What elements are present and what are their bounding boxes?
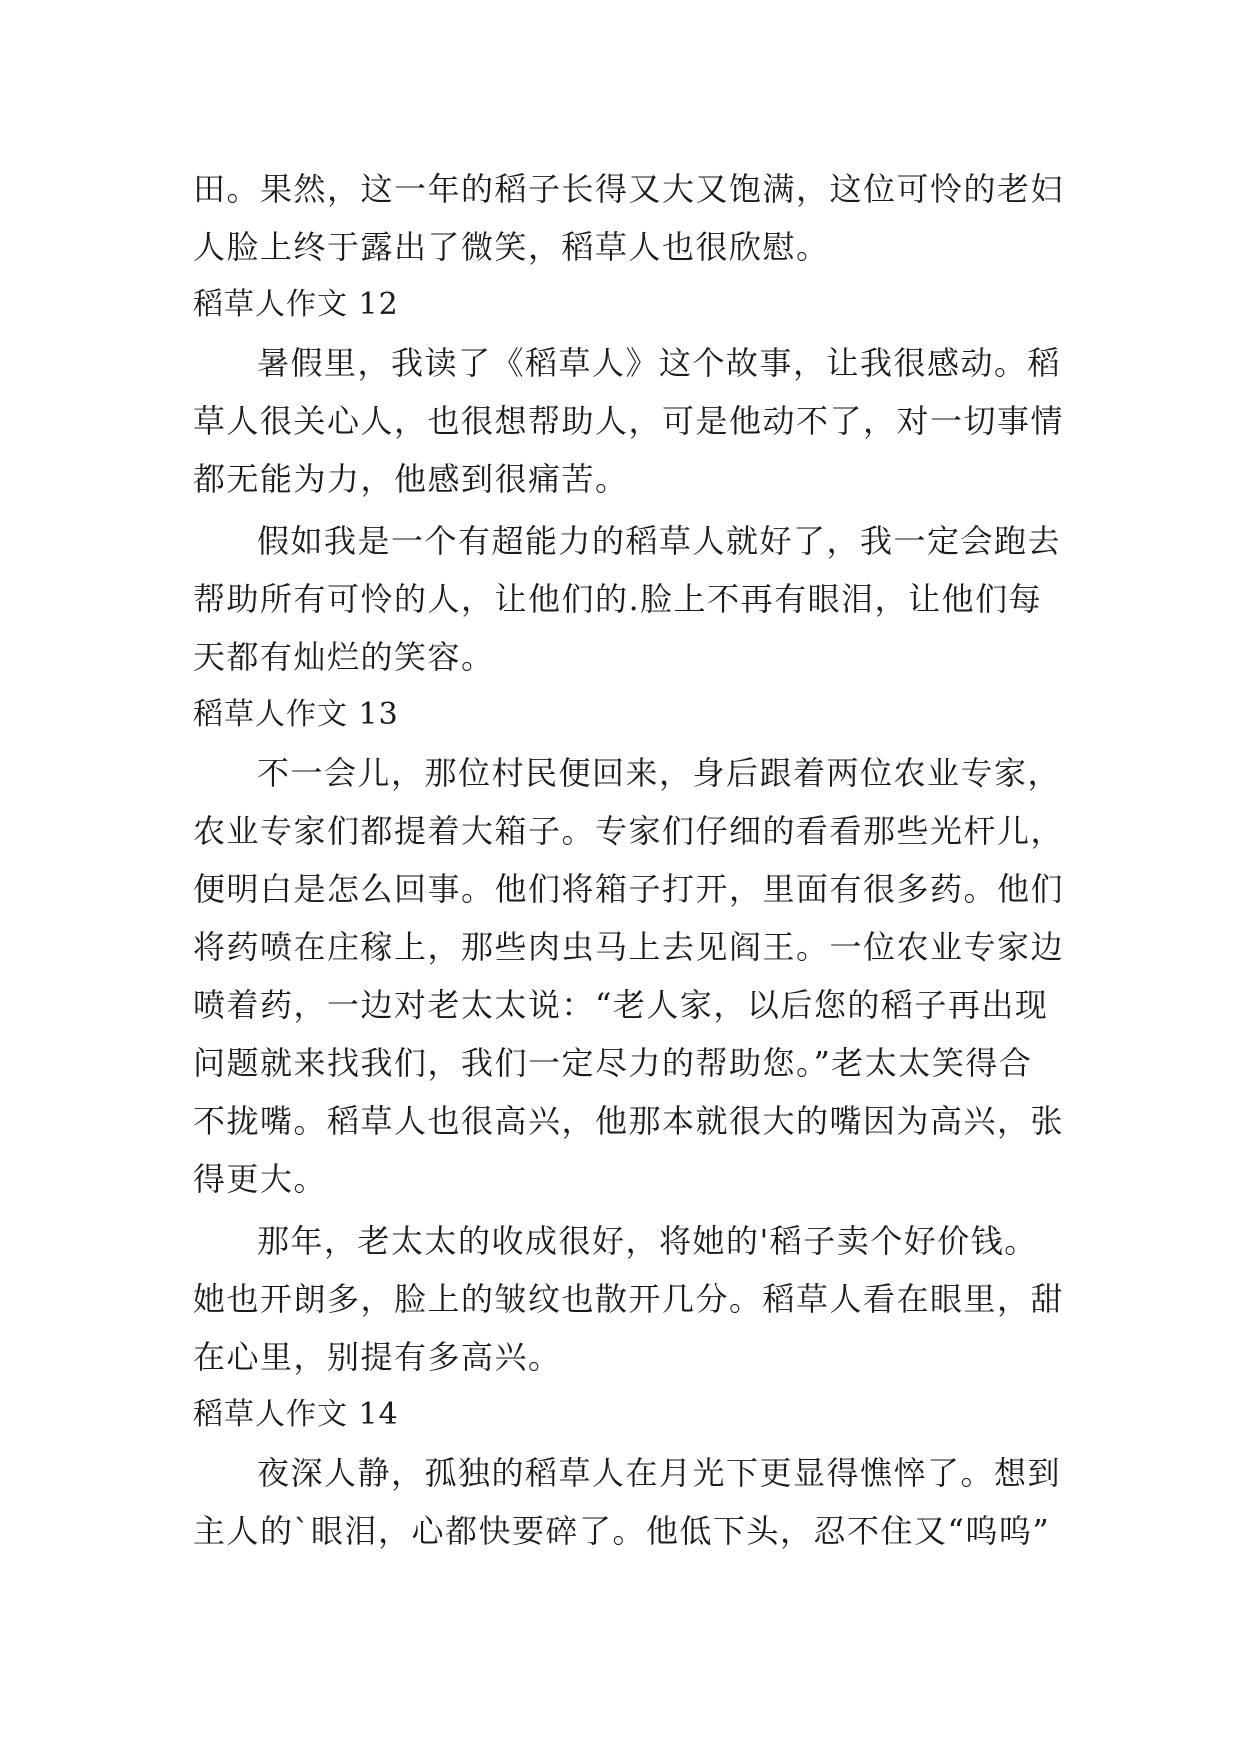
text-line: 农业专家们都提着大箱子。专家们仔细的看看那些光杆儿， (193, 812, 1065, 850)
section-heading: 稻草人作文 12 (193, 287, 399, 322)
section-heading: 稻草人作文 14 (193, 1397, 399, 1432)
text-line: 不一会儿，那位村民便回来，身后跟着两位农业专家， (257, 754, 1062, 792)
text-line: 主人的`眼泪，心都快要碎了。他低下头，忍不住又“呜呜” (193, 1512, 1051, 1550)
text-line: 人脸上终于露出了微笑，稻草人也很欣慰。 (193, 228, 830, 266)
text-line: 在心里，别提有多高兴。 (193, 1338, 562, 1376)
text-line: 田。果然，这一年的稻子长得又大又饱满，这位可怜的老妇 (193, 170, 1065, 208)
text-line: 她也开朗多，脸上的皱纹也散开几分。稻草人看在眼里，甜 (193, 1280, 1065, 1318)
text-line: 喷着药，一边对老太太说：“老人家，以后您的稻子再出现 (193, 986, 1049, 1024)
text-line: 草人很关心人，也很想帮助人，可是他动不了，对一切事情 (193, 402, 1065, 440)
text-line: 不拢嘴。稻草人也很高兴，他那本就很大的嘴因为高兴，张 (193, 1102, 1065, 1140)
text-line: 那年，老太太的收成很好，将她的'稻子卖个好价钱。 (257, 1222, 1038, 1260)
paragraph (193, 334, 1065, 508)
text-line: 得更大。 (193, 1160, 328, 1198)
paragraph (193, 1444, 1062, 1560)
text-line: 帮助所有可怜的人，让他们的.脸上不再有眼泪，让他们每 (193, 580, 1043, 618)
paragraph (193, 1212, 1065, 1386)
text-line: 将药喷在庄稼上，那些肉虫马上去见阎王。一位农业专家边 (193, 928, 1065, 966)
section-heading: 稻草人作文 13 (193, 697, 399, 732)
paragraph (193, 160, 1065, 276)
text-line: 假如我是一个有超能力的稻草人就好了，我一定会跑去 (257, 522, 1062, 560)
text-line: 问题就来找我们，我们一定尽力的帮助您。”老太太笑得合 (193, 1044, 1033, 1082)
text-line: 天都有灿烂的笑容。 (193, 638, 495, 676)
document-page (193, 160, 1065, 1560)
text-line: 夜深人静，孤独的稻草人在月光下更显得憔悴了。想到 (257, 1454, 1062, 1492)
text-line: 都无能为力，他感到很痛苦。 (193, 460, 629, 498)
text-line: 便明白是怎么回事。他们将箱子打开，里面有很多药。他们 (193, 870, 1065, 908)
paragraph (193, 744, 1065, 1208)
text-line: 暑假里，我读了《稻草人》这个故事，让我很感动。稻 (257, 344, 1062, 382)
paragraph (193, 512, 1062, 686)
